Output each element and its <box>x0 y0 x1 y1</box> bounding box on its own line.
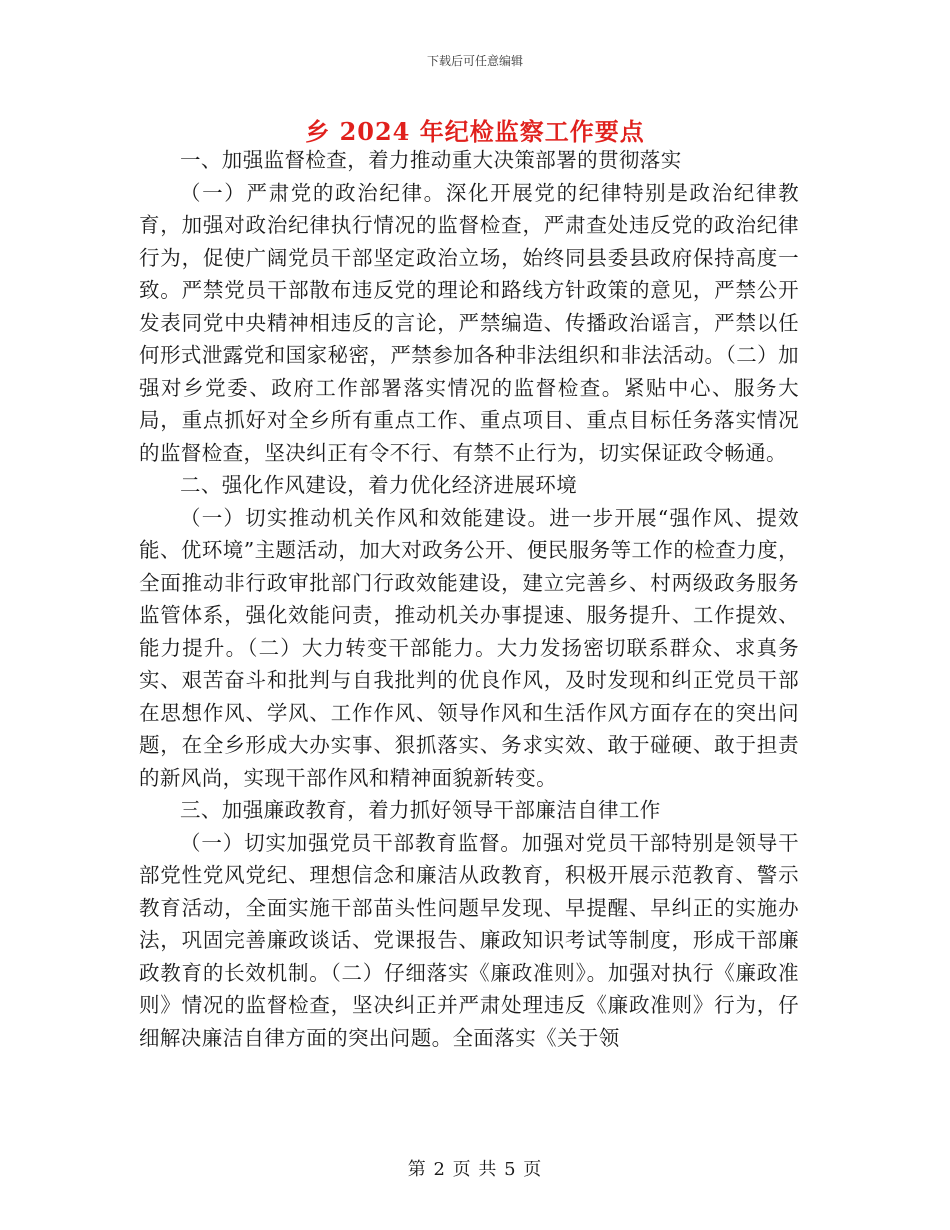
section-heading-1: 一、加强监督检查，着力推动重大决策部署的贯彻落实 <box>180 148 682 172</box>
section-paragraph-1: （一）严肃党的政治纪律。深化开展党的纪律特别是政治纪律教育，加强对政治纪律执行情况的监督检查，严肃查处违反党的政治纪律行为，促使广阔党员干部坚定政治立场，始终同县委县政府保持高度一致。严禁党员干部散布违反党的理论和路线方针政策的意见，严禁公开发表同党中央精神相违反的言论，严禁编造、传播政治谣言，严禁以任何形式泄露党和国家秘密，严禁参加各种非法组织和非法活动。（二）加强对乡党委、政府工作部署落实情况的监督检查。紧贴中心、服务大局，重点抓好对全乡所有重点工作、重点项目、重点目标任务落实情况的监督检查，坚决纠正有令不行、有禁不止行为，切实保证政令畅通。 <box>139 180 799 465</box>
document-title: 乡 2024 年纪检监察工作要点 <box>305 117 645 146</box>
section-heading-2: 二、强化作风建设，着力优化经济进展环境 <box>180 473 578 497</box>
section-paragraph-3: （一）切实加强党员干部教育监督。加强对党员干部特别是领导干部党性党风党纪、理想信念和廉洁从政教育，积极开展示范教育、警示教育活动，全面实施干部苗头性问题早发现、早提醒、早纠正的实施办法，巩固完善廉政谈话、党课报告、廉政知识考试等制度，形成干部廉政教育的长效机制。（二）仔细落实《廉政准则》。加强对执行《廉政准则》情况的监督检查，坚决纠正并严肃处理违反《廉政准则》行为，仔细解决廉洁自律方面的突出问题。全面落实《关于领 <box>139 830 799 1050</box>
page-footer: 第 2 页 共 5 页 <box>407 1159 543 1180</box>
document-body <box>139 144 799 1054</box>
section-paragraph-2: （一）切实推动机关作风和效能建设。进一步开展“强作风、提效能、优环境”主题活动，加大对政务公开、便民服务等工作的检查力度，全面推动非行政审批部门行政效能建设，建立完善乡、村两级政务服务监管体系，强化效能问责，推动机关办事提速、服务提升、工作提效、能力提升。（二）大力转变干部能力。大力发扬密切联系群众、求真务实、艰苦奋斗和批判与自我批判的优良作风，及时发现和纠正党员干部在思想作风、学风、工作作风、领导作风和生活作风方面存在的突出问题，在全乡形成大办实事、狠抓落实、务求实效、敢于碰硬、敢于担责的新风尚，实现干部作风和精神面貌新转变。 <box>139 505 799 790</box>
section-heading-3: 三、加强廉政教育，着力抓好领导干部廉洁自律工作 <box>180 798 661 822</box>
header-note: 下载后可任意编辑 <box>426 54 523 68</box>
